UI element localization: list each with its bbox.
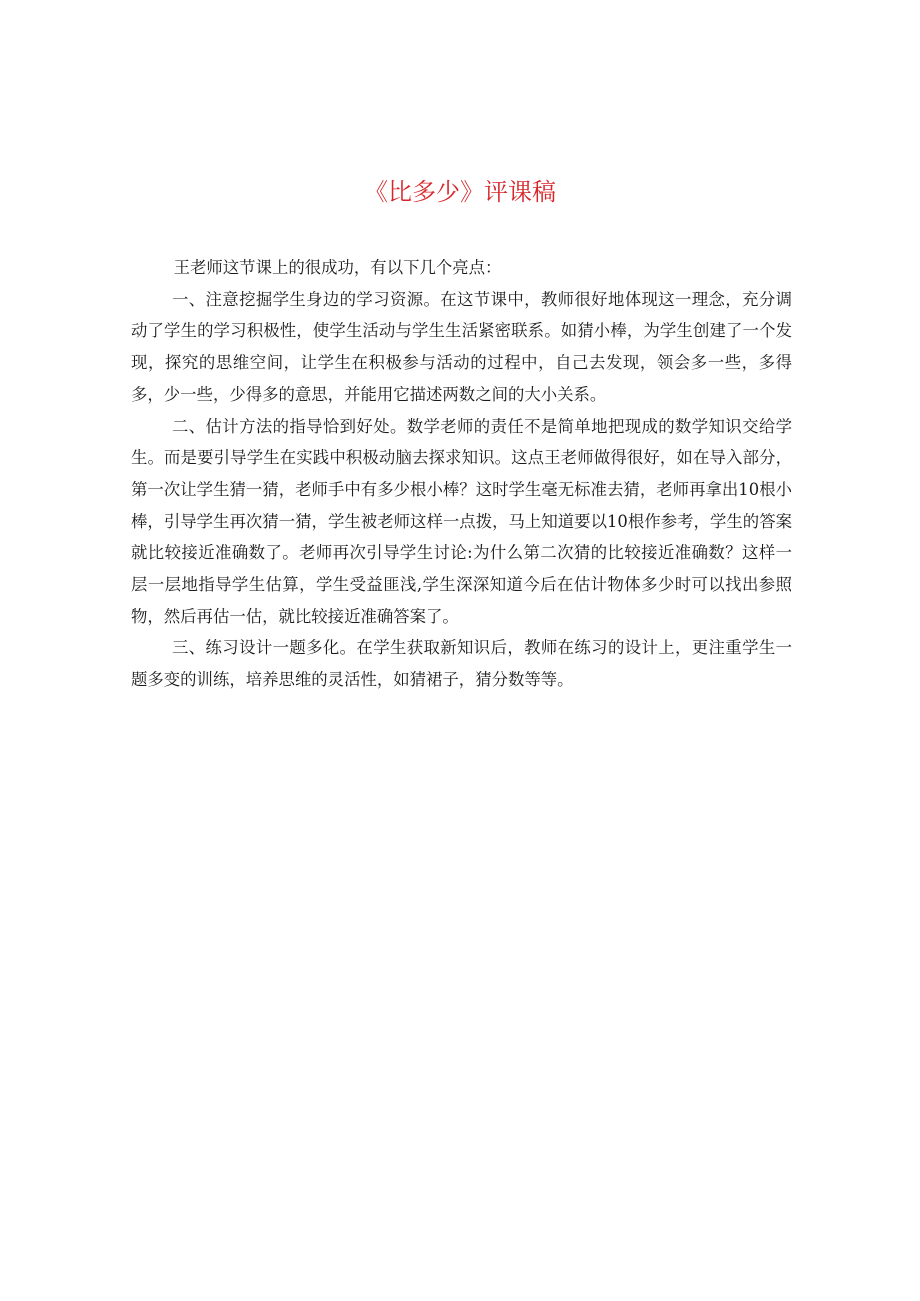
paragraph-2: 二、估计方法的指导恰到好处。数学老师的责任不是简单地把现成的数学知识交给学生。而是要引导学生在实践中积极动脑去探求知识。这点王老师做得很好，如在导入部分，第一次让学生猜一猜，老师手中有多少根小棒？这时学生毫无标准去猜，老师再拿出10根小棒，引导学生再次猜一猜，学生被老师这样一点拨，马上知道要以10根作参考，学生的答案就比较接近准确数了。老师再次引导学生讨论:为什么第二次猜的比较接近准确数？这样一层一层地指导学生估算，学生受益匪浅,学生深深知道今后在估计物体多少时可以找出参照物，然后再估一估，就比较接近准确答案了。 — [131, 416, 792, 626]
intro-paragraph: 王老师这节课上的很成功，有以下几个亮点： — [173, 258, 502, 277]
paragraph-1: 一、注意挖掘学生身边的学习资源。在这节课中，教师很好地体现这一理念，充分调动了学生的学习积极性，使学生活动与学生生活紧密联系。如猜小棒，为学生创建了一个发现，探究的思维空间，让学生在积极参与活动的过程中，自己去发现，领会多一些，多得多，少一些，少得多的意思，并能用它描述两数之间的大小关系。 — [131, 289, 792, 404]
paragraph-3: 三、练习设计一题多化。在学生获取新知识后，教师在练习的设计上，更注重学生一题多变的训练，培养思维的灵活性，如猜裙子，猜分数等等。 — [131, 638, 792, 690]
document-body — [131, 252, 792, 696]
document-title: 《比多少》评课稿 — [364, 178, 556, 206]
